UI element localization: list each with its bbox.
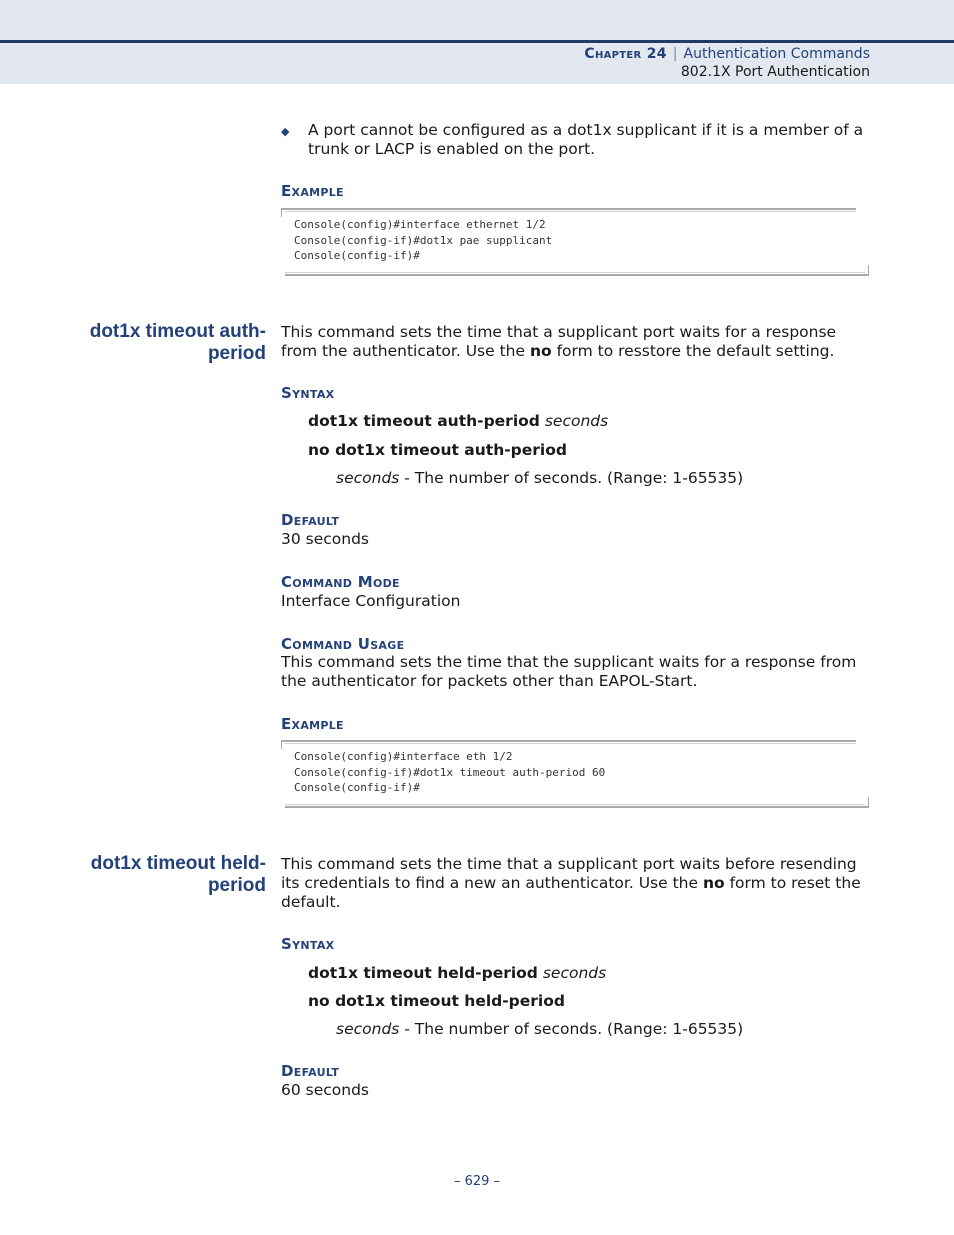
code-line: Console(config-if)#dot1x timeout auth-period 60 bbox=[294, 765, 606, 779]
syntax-command: dot1x timeout held-period seconds bbox=[308, 964, 607, 982]
command-mode-value: Interface Configuration bbox=[281, 592, 461, 610]
syntax-heading: Syntax bbox=[281, 384, 335, 402]
header-separator: | bbox=[672, 46, 678, 62]
code-line: Console(config)#interface ethernet 1/2 bbox=[294, 218, 546, 231]
bullet-diamond-icon: ◆ bbox=[281, 125, 290, 138]
example-heading: Example bbox=[281, 182, 344, 200]
syntax-no-command: no dot1x timeout held-period bbox=[308, 992, 565, 1010]
header-chapter-line bbox=[584, 46, 870, 62]
code-line: Console(config-if)# bbox=[294, 249, 420, 262]
code-block-example-1 bbox=[281, 208, 869, 276]
syntax-parameter: seconds - The number of seconds. (Range: 1-65535) bbox=[336, 1020, 744, 1038]
syntax-heading: Syntax bbox=[281, 935, 335, 953]
top-bullet-text: A port cannot be configured as a dot1x supplicant if it is a member of a trunk or LACP is enabled on the port. bbox=[308, 121, 864, 158]
syntax-parameter: seconds - The number of seconds. (Range: 1-65535) bbox=[336, 469, 744, 487]
code-line: Console(config-if)# bbox=[294, 781, 420, 794]
code-line: Console(config)#interface eth 1/2 bbox=[294, 750, 513, 763]
page-header bbox=[0, 0, 954, 84]
chapter-title: Authentication Commands bbox=[683, 46, 870, 62]
default-value: 60 seconds bbox=[281, 1081, 370, 1099]
chapter-label: Chapter 24 bbox=[584, 46, 667, 62]
default-value: 30 seconds bbox=[281, 530, 370, 548]
page-number: – 629 – bbox=[453, 1174, 501, 1189]
default-heading: Default bbox=[281, 511, 340, 529]
held-period-intro: This command sets the time that a supplicant port waits before resending its credentials to find a new an authenticator. Use the no form to reset the default. bbox=[281, 855, 861, 911]
command-mode-heading: Command Mode bbox=[281, 573, 400, 591]
command-usage-heading: Command Usage bbox=[281, 635, 405, 653]
default-heading: Default bbox=[281, 1062, 340, 1080]
header-section: 802.1X Port Authentication bbox=[680, 64, 870, 80]
section-title-held-period: dot1x timeout held- period bbox=[90, 853, 266, 896]
example-heading: Example bbox=[281, 715, 344, 733]
syntax-no-command: no dot1x timeout auth-period bbox=[308, 441, 567, 459]
command-usage-text: This command sets the time that the supplicant waits for a response from the authenticator for packets other than EAPOL-Start. bbox=[281, 653, 857, 690]
syntax-command: dot1x timeout auth-period seconds bbox=[308, 412, 609, 430]
header-rule bbox=[0, 40, 954, 43]
auth-period-intro: This command sets the time that a supplicant port waits for a response from the authenticator. Use the no form to resstore the default setting. bbox=[281, 323, 837, 360]
code-block-example-2 bbox=[281, 740, 869, 808]
section-title-auth-period: dot1x timeout auth- period bbox=[89, 321, 266, 364]
code-line: Console(config-if)#dot1x pae supplicant bbox=[294, 233, 553, 247]
